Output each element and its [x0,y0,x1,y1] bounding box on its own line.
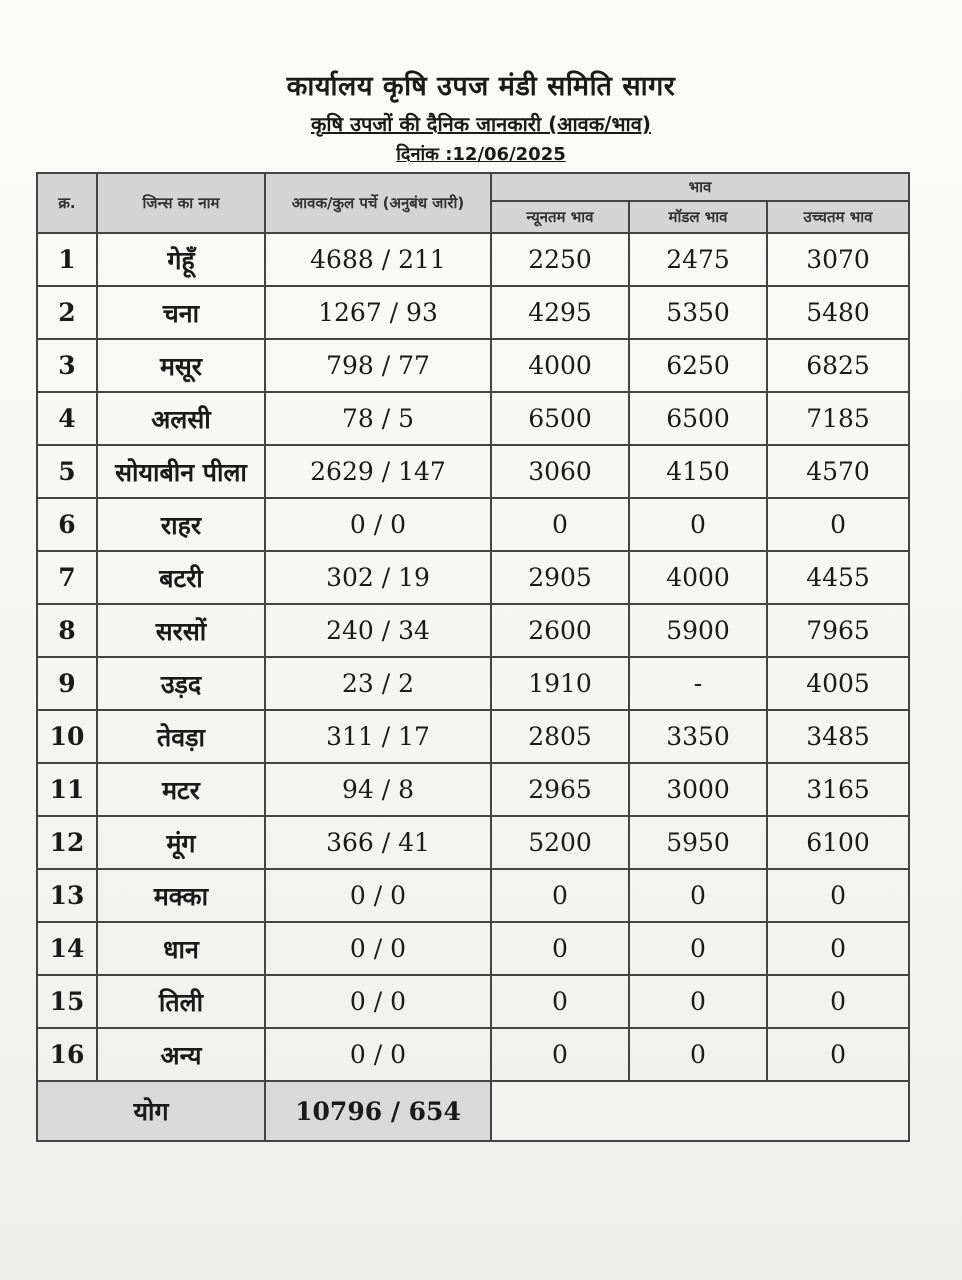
cell-min-price: 5200 [491,816,629,869]
cell-max-price: 0 [767,869,909,922]
header-arrival: आवक/कुल पर्चे (अनुबंध जारी) [265,173,491,233]
cell-sno: 9 [37,657,97,710]
cell-sno: 14 [37,922,97,975]
cell-max-price: 0 [767,975,909,1028]
cell-crop-name: गेहूँ [97,233,265,286]
cell-sno: 10 [37,710,97,763]
table-row [37,286,909,339]
cell-arrival: 1267 / 93 [265,286,491,339]
cell-sno: 1 [37,233,97,286]
cell-crop-name: तिली [97,975,265,1028]
cell-min-price: 1910 [491,657,629,710]
total-value: 10796 / 654 [265,1081,491,1141]
cell-crop-name: उड़द [97,657,265,710]
cell-sno: 11 [37,763,97,816]
cell-max-price: 7965 [767,604,909,657]
cell-max-price: 4005 [767,657,909,710]
cell-sno: 7 [37,551,97,604]
table-row [37,233,909,286]
cell-arrival: 0 / 0 [265,975,491,1028]
total-label: योग [37,1081,265,1141]
cell-arrival: 798 / 77 [265,339,491,392]
cell-max-price: 6825 [767,339,909,392]
cell-crop-name: सरसों [97,604,265,657]
cell-max-price: 0 [767,1028,909,1081]
table-row [37,657,909,710]
total-blank [491,1081,909,1141]
cell-arrival: 366 / 41 [265,816,491,869]
cell-max-price: 3485 [767,710,909,763]
cell-arrival: 78 / 5 [265,392,491,445]
cell-modal-price: 0 [629,975,767,1028]
cell-crop-name: मटर [97,763,265,816]
cell-arrival: 0 / 0 [265,869,491,922]
cell-crop-name: धान [97,922,265,975]
cell-crop-name: तेवड़ा [97,710,265,763]
cell-max-price: 4455 [767,551,909,604]
cell-sno: 5 [37,445,97,498]
cell-crop-name: सोयाबीन पीला [97,445,265,498]
cell-modal-price: 3000 [629,763,767,816]
table-row [37,763,909,816]
cell-crop-name: अन्य [97,1028,265,1081]
cell-max-price: 3165 [767,763,909,816]
cell-min-price: 0 [491,1028,629,1081]
table-row [37,869,909,922]
cell-modal-price: 5350 [629,286,767,339]
cell-max-price: 6100 [767,816,909,869]
cell-min-price: 4000 [491,339,629,392]
cell-sno: 3 [37,339,97,392]
cell-max-price: 0 [767,498,909,551]
cell-arrival: 0 / 0 [265,1028,491,1081]
cell-crop-name: राहर [97,498,265,551]
cell-arrival: 302 / 19 [265,551,491,604]
cell-modal-price: 2475 [629,233,767,286]
table-row [37,339,909,392]
table-row [37,392,909,445]
header-max-price: उच्चतम भाव [767,201,909,233]
header-modal-price: मॉडल भाव [629,201,767,233]
table-row [37,816,909,869]
cell-arrival: 4688 / 211 [265,233,491,286]
cell-min-price: 6500 [491,392,629,445]
cell-min-price: 0 [491,498,629,551]
table-row [37,710,909,763]
cell-min-price: 2600 [491,604,629,657]
cell-crop-name: मूंग [97,816,265,869]
cell-modal-price: 4000 [629,551,767,604]
cell-sno: 12 [37,816,97,869]
cell-modal-price: - [629,657,767,710]
table-row [37,445,909,498]
cell-min-price: 4295 [491,286,629,339]
cell-crop-name: अलसी [97,392,265,445]
cell-sno: 13 [37,869,97,922]
cell-modal-price: 6500 [629,392,767,445]
cell-max-price: 7185 [767,392,909,445]
cell-arrival: 240 / 34 [265,604,491,657]
header-price-group: भाव [491,173,909,201]
cell-sno: 2 [37,286,97,339]
cell-min-price: 2905 [491,551,629,604]
cell-max-price: 4570 [767,445,909,498]
cell-arrival: 23 / 2 [265,657,491,710]
table-row [37,498,909,551]
table-row [37,604,909,657]
cell-sno: 8 [37,604,97,657]
header-min-price: न्यूनतम भाव [491,201,629,233]
cell-modal-price: 0 [629,922,767,975]
cell-modal-price: 0 [629,1028,767,1081]
cell-min-price: 0 [491,869,629,922]
cell-crop-name: चना [97,286,265,339]
table-row [37,922,909,975]
cell-min-price: 3060 [491,445,629,498]
header-sno: क्र. [37,173,97,233]
table-body [37,233,909,1081]
cell-max-price: 0 [767,922,909,975]
cell-modal-price: 4150 [629,445,767,498]
cell-min-price: 0 [491,922,629,975]
cell-min-price: 2250 [491,233,629,286]
cell-max-price: 3070 [767,233,909,286]
cell-min-price: 2965 [491,763,629,816]
cell-modal-price: 0 [629,498,767,551]
header-crop: जिन्स का नाम [97,173,265,233]
office-title: कार्यालय कृषि उपज मंडी समिति सागर [286,71,676,102]
cell-modal-price: 5900 [629,604,767,657]
cell-crop-name: मक्का [97,869,265,922]
cell-min-price: 2805 [491,710,629,763]
cell-sno: 15 [37,975,97,1028]
cell-crop-name: बटरी [97,551,265,604]
cell-arrival: 311 / 17 [265,710,491,763]
price-table [36,172,910,1142]
cell-crop-name: मसूर [97,339,265,392]
cell-arrival: 94 / 8 [265,763,491,816]
cell-arrival: 0 / 0 [265,922,491,975]
table-row [37,551,909,604]
cell-min-price: 0 [491,975,629,1028]
cell-modal-price: 3350 [629,710,767,763]
cell-sno: 6 [37,498,97,551]
cell-modal-price: 6250 [629,339,767,392]
cell-sno: 16 [37,1028,97,1081]
report-subtitle: कृषि उपजों की दैनिक जानकारी (आवक/भाव) [311,112,651,136]
cell-arrival: 2629 / 147 [265,445,491,498]
table-row [37,1028,909,1081]
cell-arrival: 0 / 0 [265,498,491,551]
report-date: दिनांक :12/06/2025 [396,144,566,165]
cell-sno: 4 [37,392,97,445]
total-row [37,1081,909,1141]
cell-max-price: 5480 [767,286,909,339]
table-row [37,975,909,1028]
cell-modal-price: 5950 [629,816,767,869]
cell-modal-price: 0 [629,869,767,922]
